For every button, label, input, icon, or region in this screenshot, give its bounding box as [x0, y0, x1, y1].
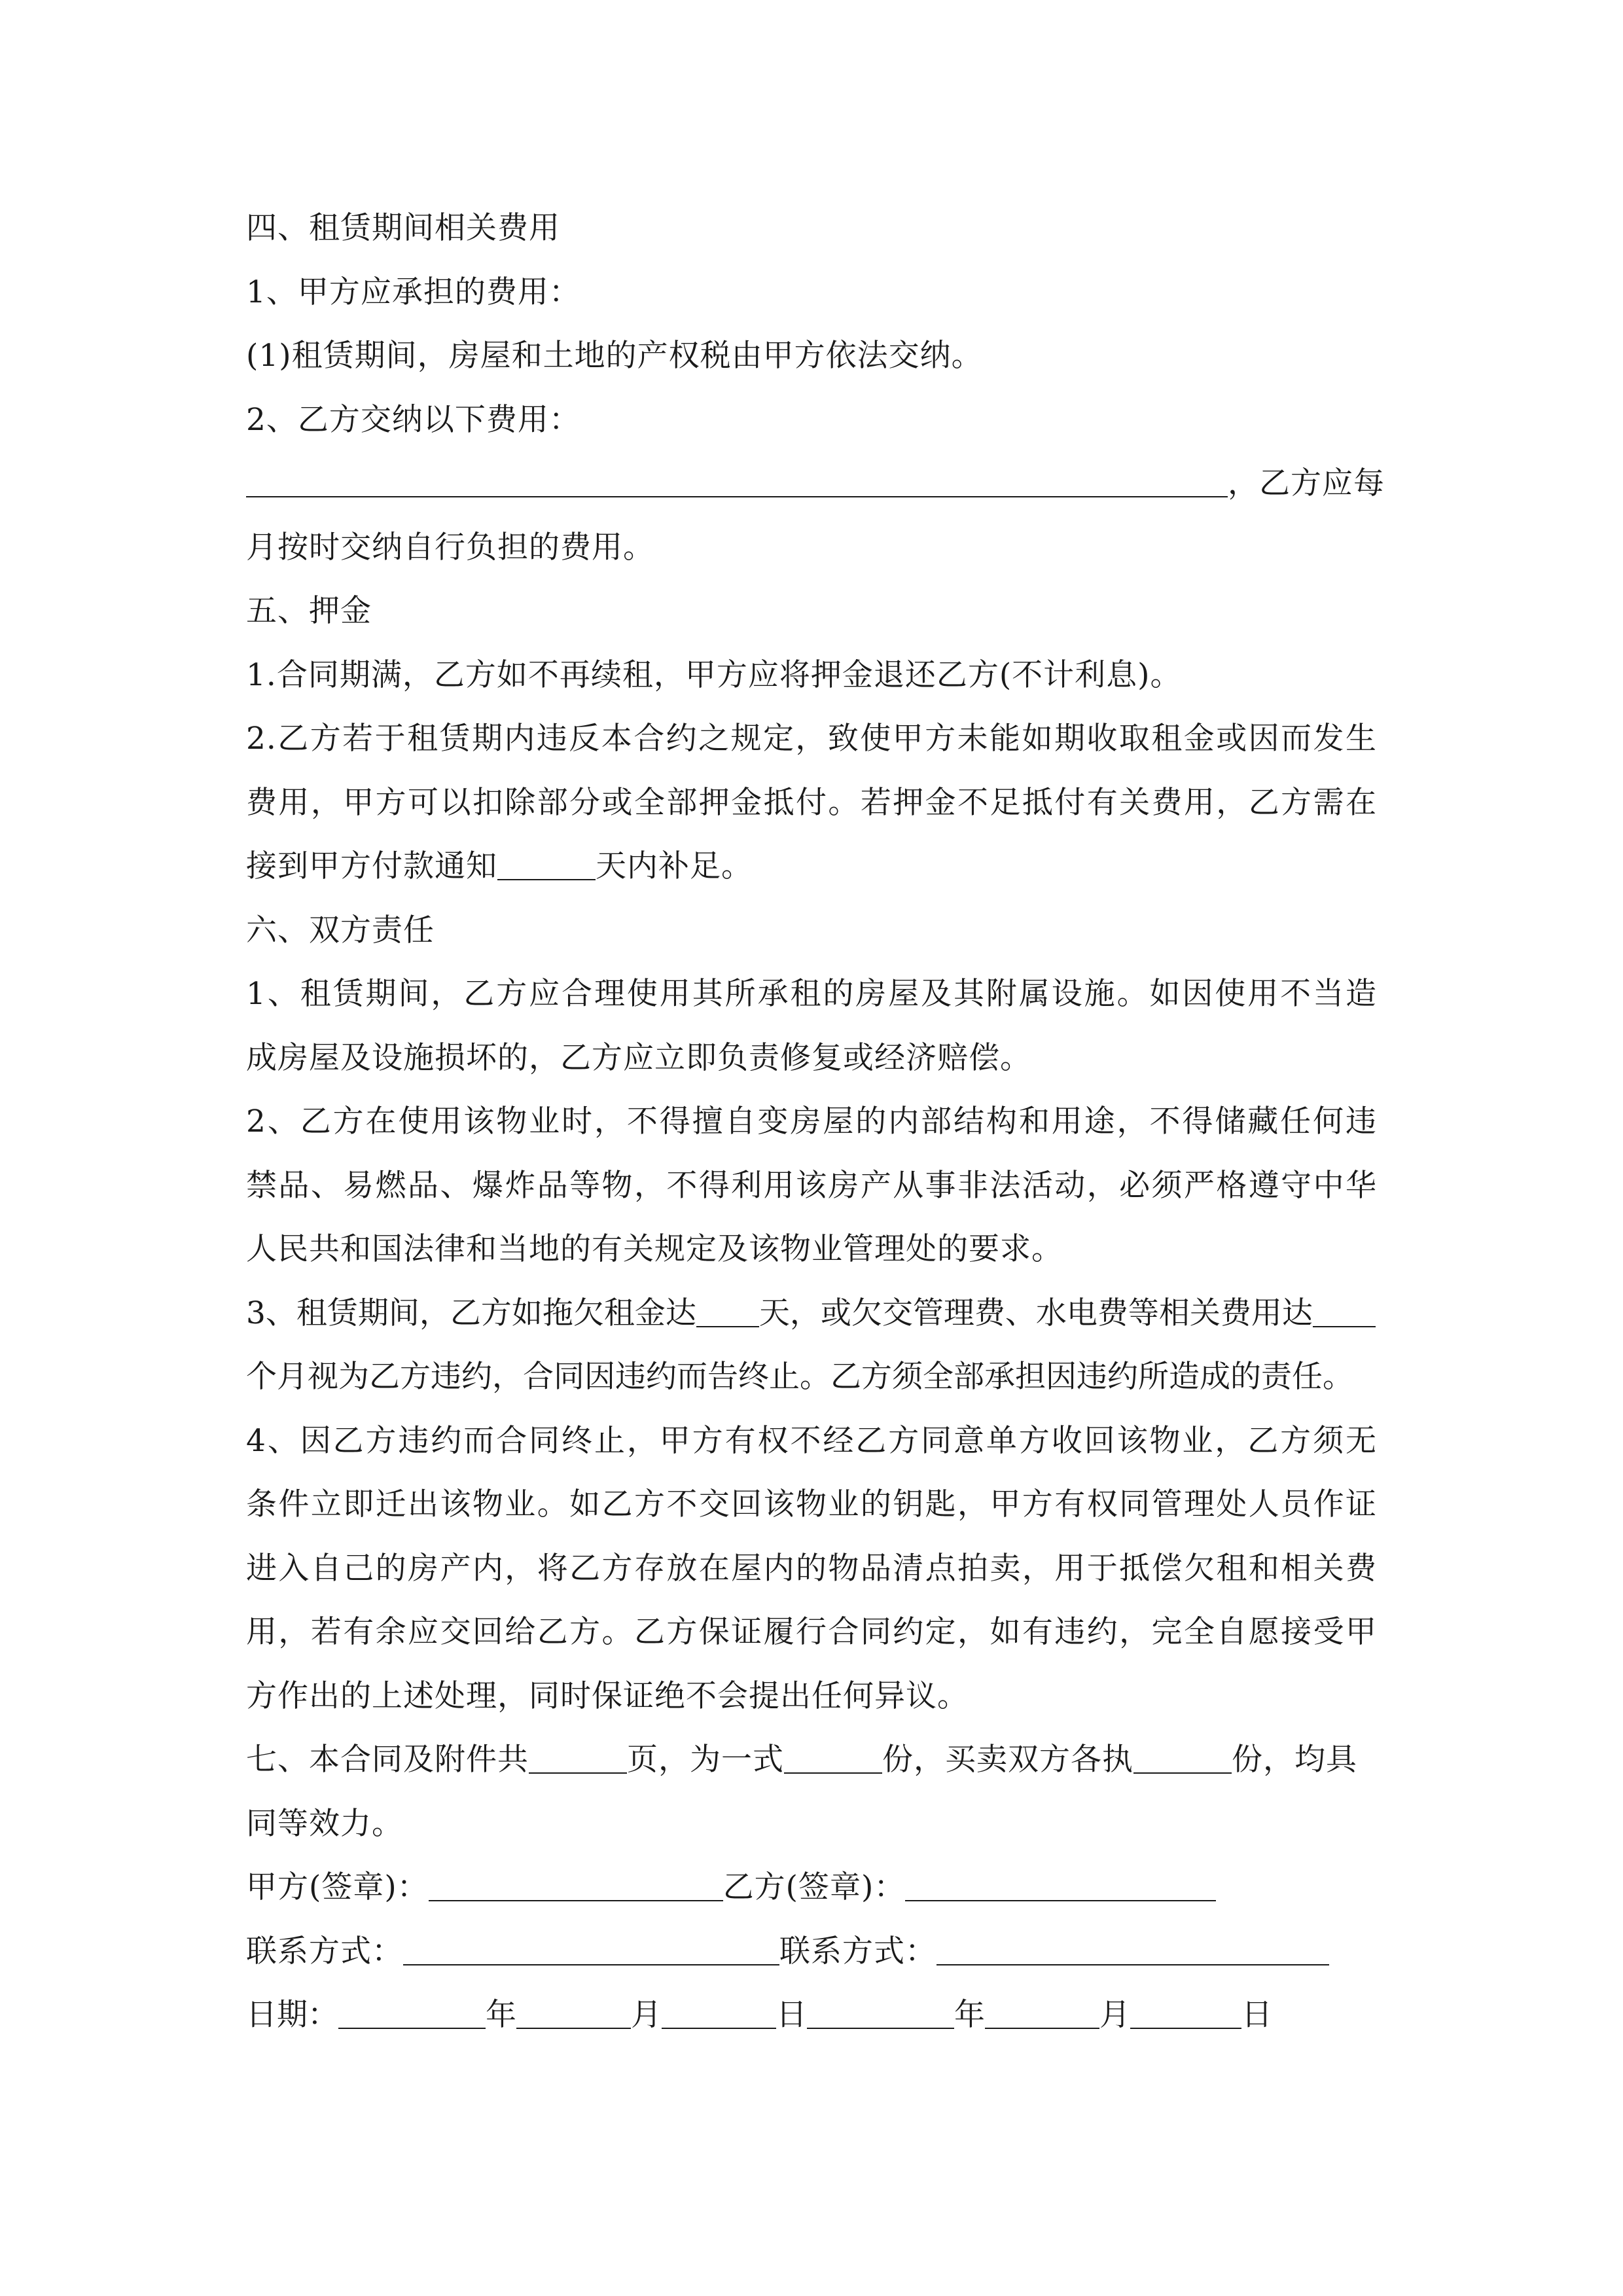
section-5-item-2-line-3b: 天内补足。: [596, 848, 753, 884]
party-a-signature-label: 甲方(签章)：: [246, 1869, 429, 1905]
section-6-item-1-line-2: 成房屋及设施损坏的，乙方应立即负责修复或经济赔偿。: [246, 1039, 1031, 1076]
section-6-item-4-line-2: 条件立即迁出该物业。如乙方不交回该物业的钥匙，甲方有权同管理处人员作证: [246, 1486, 1377, 1522]
contact-line: [246, 1920, 1377, 1984]
party-b-month-label: 月: [1099, 1997, 1130, 2033]
arrears-days-blank: [696, 1300, 759, 1327]
section-4-item-2: 2、乙方交纳以下费用：: [246, 401, 580, 438]
section-7-line-1d: 份，均具: [1232, 1742, 1357, 1778]
party-a-contact-blank: [403, 1938, 779, 1965]
section-6-title: 六、双方责任: [246, 912, 435, 948]
party-a-contact-label: 联系方式：: [246, 1933, 403, 1969]
section-5-item-2-line-1: 2.乙方若于租赁期内违反本合约之规定，致使甲方未能如期收取租金或因而发生: [246, 721, 1377, 757]
section-5-title: 五、押金: [246, 593, 372, 629]
section-5-item-1: 1.合同期满，乙方如不再续租，甲方应将押金退还乙方(不计利息)。: [246, 656, 1182, 693]
party-b-contact-blank: [936, 1938, 1329, 1965]
fee-blank: [246, 470, 1228, 497]
each-copies-blank: [1133, 1746, 1232, 1774]
section-6-item-2-line-3: 人民共和国法律和当地的有关规定及该物业管理处的要求。: [246, 1231, 1063, 1267]
section-6-item-2-line-1: 2、乙方在使用该物业时，不得擅自变房屋的内部结构和用途，不得储藏任何违: [246, 1103, 1377, 1139]
section-6-item-3-line-1: [246, 1282, 1377, 1346]
party-b-year-label: 年: [954, 1997, 985, 2033]
date-label: 日期：: [246, 1997, 338, 2033]
date-line: [246, 1983, 1377, 2047]
section-7-line-1c: 份，买卖双方各执: [882, 1742, 1133, 1778]
days-blank: [497, 853, 596, 880]
section-6-item-4-line-4: 用，若有余应交回给乙方。乙方保证履行合同约定，如有违约，完全自愿接受甲: [246, 1614, 1377, 1650]
pages-blank: [529, 1746, 627, 1774]
section-7-line-1: [246, 1728, 1377, 1792]
arrears-months-blank: [1313, 1300, 1376, 1327]
party-b-signature-label: 乙方(签章)：: [722, 1869, 906, 1905]
section-7-line-1a: 七、本合同及附件共: [246, 1742, 529, 1778]
party-a-signature-blank: [429, 1874, 723, 1901]
section-4-item-2-blank-line: [246, 452, 1385, 516]
section-6-item-2-line-2: 禁品、易燃品、爆炸品等物，不得利用该房产从事非法活动，必须严格遵守中华: [246, 1167, 1377, 1204]
contract-body: [246, 196, 1385, 2047]
section-6-item-3-line-2: 个月视为乙方违约，合同因违约而告终止。乙方须全部承担因违约所造成的责任。: [246, 1359, 1353, 1395]
section-5-item-2-line-2: 费用，甲方可以扣除部分或全部押金抵付。若押金不足抵付有关费用，乙方需在: [246, 784, 1377, 821]
section-6-item-3-line-1a: 3、租赁期间，乙方如拖欠租金达: [246, 1295, 696, 1331]
section-6-item-4-line-5: 方作出的上述处理，同时保证绝不会提出任何异议。: [246, 1677, 969, 1714]
section-5-item-2-line-3: [246, 834, 1377, 899]
party-b-year-blank: [807, 2001, 954, 2029]
party-a-day-label: 日: [776, 1997, 807, 2033]
party-a-year-blank: [338, 2001, 486, 2029]
section-4-item-1-1: (1)租赁期间，房屋和土地的产权税由甲方依法交纳。: [246, 338, 983, 374]
party-a-day-blank: [662, 2001, 776, 2029]
section-6-item-1-line-1: 1、租赁期间，乙方应合理使用其所承租的房屋及其附属设施。如因使用不当造: [246, 976, 1377, 1012]
section-4-item-2-tail: ，乙方应每: [1228, 465, 1385, 501]
section-4-item-2-cont: 月按时交纳自行负担的费用。: [246, 529, 654, 565]
party-b-day-label: 日: [1241, 1997, 1272, 2033]
party-a-year-label: 年: [486, 1997, 516, 2033]
section-7-line-2: 同等效力。: [246, 1805, 403, 1842]
signature-line: [246, 1856, 1377, 1920]
section-6-item-4-line-3: 进入自己的房产内，将乙方存放在屋内的物品清点拍卖，用于抵偿欠租和相关费: [246, 1550, 1377, 1587]
party-b-day-blank: [1130, 2001, 1241, 2029]
copies-blank: [784, 1746, 882, 1774]
section-5-item-2-line-3a: 接到甲方付款通知: [246, 848, 497, 884]
section-7-line-1b: 页，为一式: [627, 1742, 784, 1778]
party-a-month-label: 月: [631, 1997, 662, 2033]
section-4-item-1: 1、甲方应承担的费用：: [246, 274, 580, 310]
section-6-item-4-line-1: 4、因乙方违约而合同终止，甲方有权不经乙方同意单方收回该物业，乙方须无: [246, 1422, 1377, 1459]
section-4-title: 四、租赁期间相关费用: [246, 210, 560, 246]
party-a-month-blank: [516, 2001, 631, 2029]
party-b-signature-blank: [905, 1874, 1216, 1901]
party-b-month-blank: [985, 2001, 1099, 2029]
party-b-contact-label: 联系方式：: [779, 1933, 936, 1969]
section-6-item-3-line-1b: 天，或欠交管理费、水电费等相关费用达: [758, 1295, 1313, 1331]
